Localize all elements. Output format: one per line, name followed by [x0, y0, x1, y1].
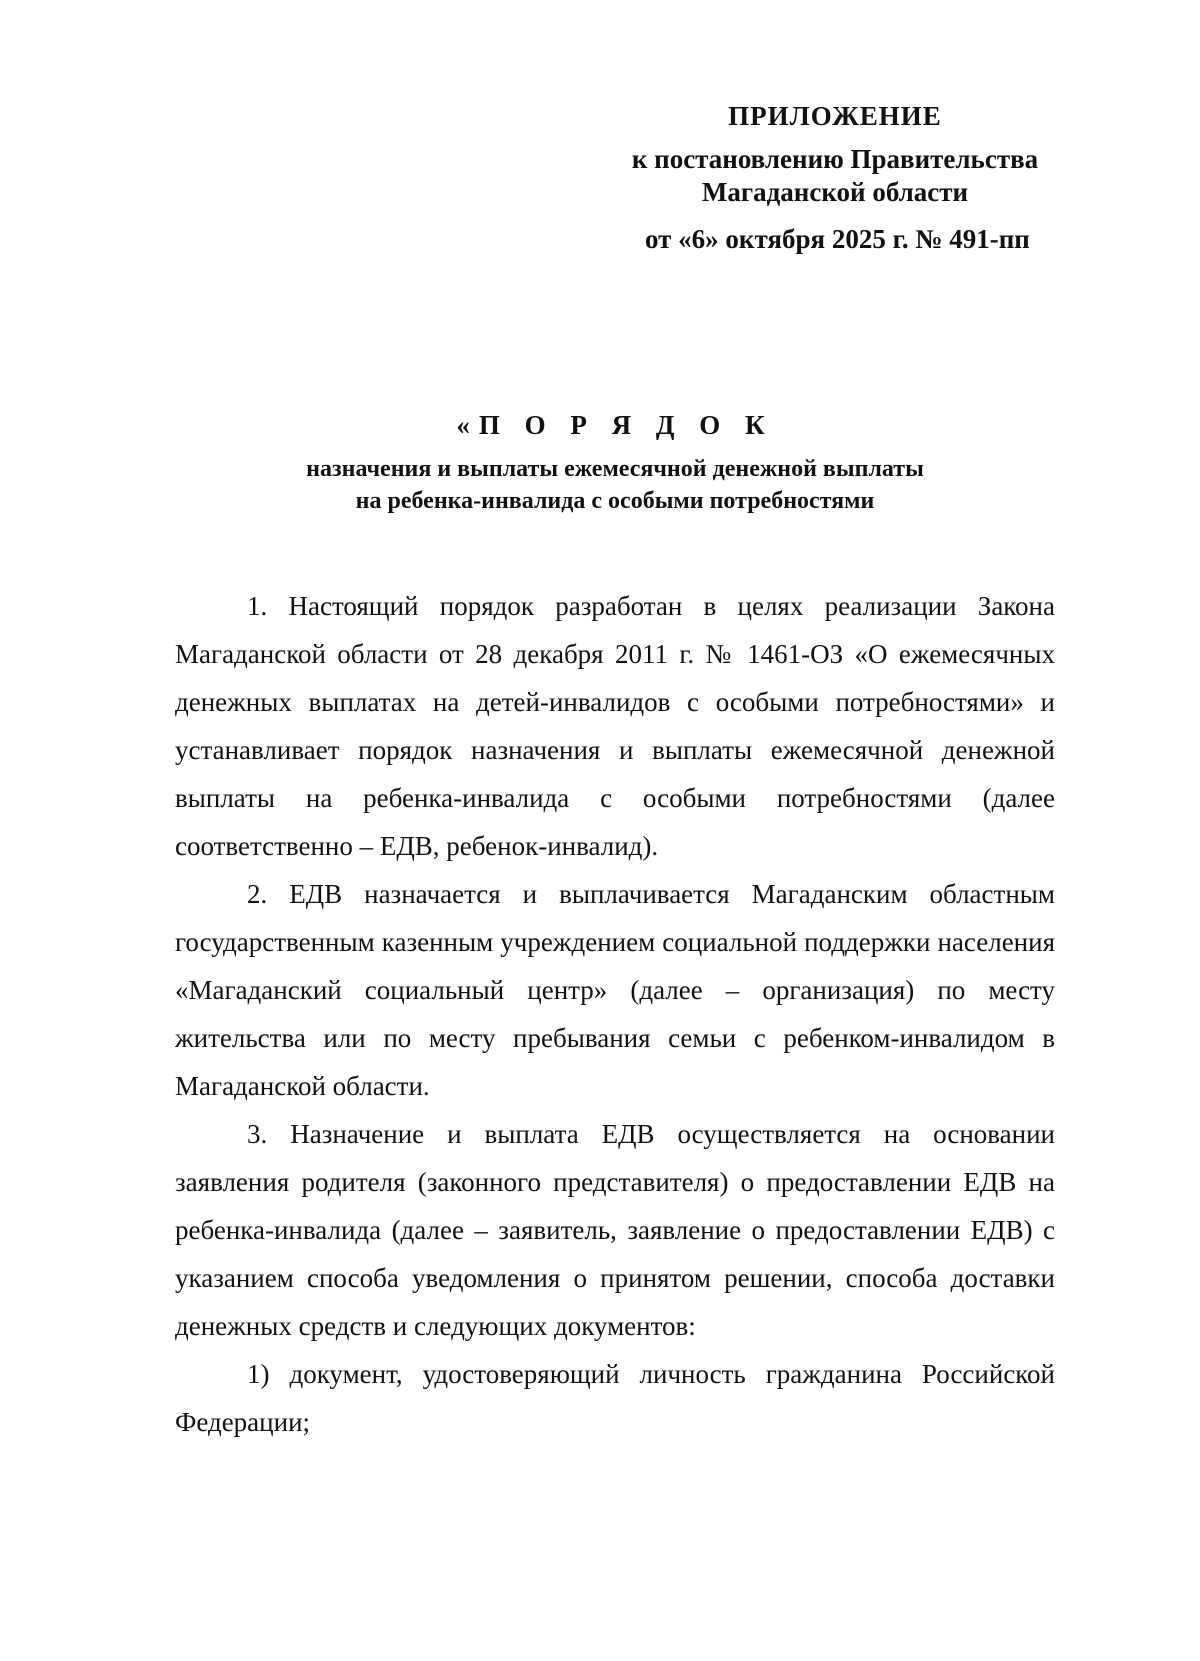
document-heading [175, 410, 1055, 517]
paragraph-2: 2. ЕДВ назначается и выплачивается Магаданским областным государственным казенным учреждением социальной поддержки населения «Магаданский социальный центр» (далее – организация) по месту жительства или по месту пребывания семьи с ребенком-инвалидом в Магаданской области. [175, 879, 1055, 1101]
appendix-title: ПРИЛОЖЕНИЕ [728, 101, 942, 131]
paragraph-1: 1. Настоящий порядок разработан в целях реализации Закона Магаданской области от 28 декабря 2011 г. № 1461-ОЗ «О ежемесячных денежных выплатах на детей-инвалидов с особыми потребностями» и устанавливает порядок назначения и выплаты ежемесячной денежной выплаты на ребенка-инвалида с особыми потребностями (далее соответственно – ЕДВ, ребенок-инвалид). [175, 591, 1055, 861]
appendix-line-region: Магаданской области [701, 177, 969, 207]
appendix-date-line: от «6» октября 2025 г. № 491-пп [645, 224, 1030, 254]
appendix-block [600, 100, 1070, 256]
paragraph-3-item-1: 1) документ, удостоверяющий личность гражданина Российской Федерации; [175, 1359, 1055, 1437]
paragraph-3: 3. Назначение и выплата ЕДВ осуществляется на основании заявления родителя (законного представителя) о предоставлении ЕДВ на ребенка-инвалида (далее – заявитель, заявление о предоставлении ЕДВ) с указанием способа уведомления о принятом решении, способа доставки денежных средств и следующих документов: [175, 1119, 1055, 1341]
document-subtitle-line-2: на ребенка-инвалида с особыми потребностями [355, 488, 875, 514]
appendix-line-resolution: к постановлению Правительства [631, 144, 1039, 174]
document-title: «П О Р Я Д О К [456, 410, 774, 440]
document-body [175, 582, 1055, 1446]
document-subtitle-line-1: назначения и выплаты ежемесячной денежной выплаты [306, 456, 924, 482]
